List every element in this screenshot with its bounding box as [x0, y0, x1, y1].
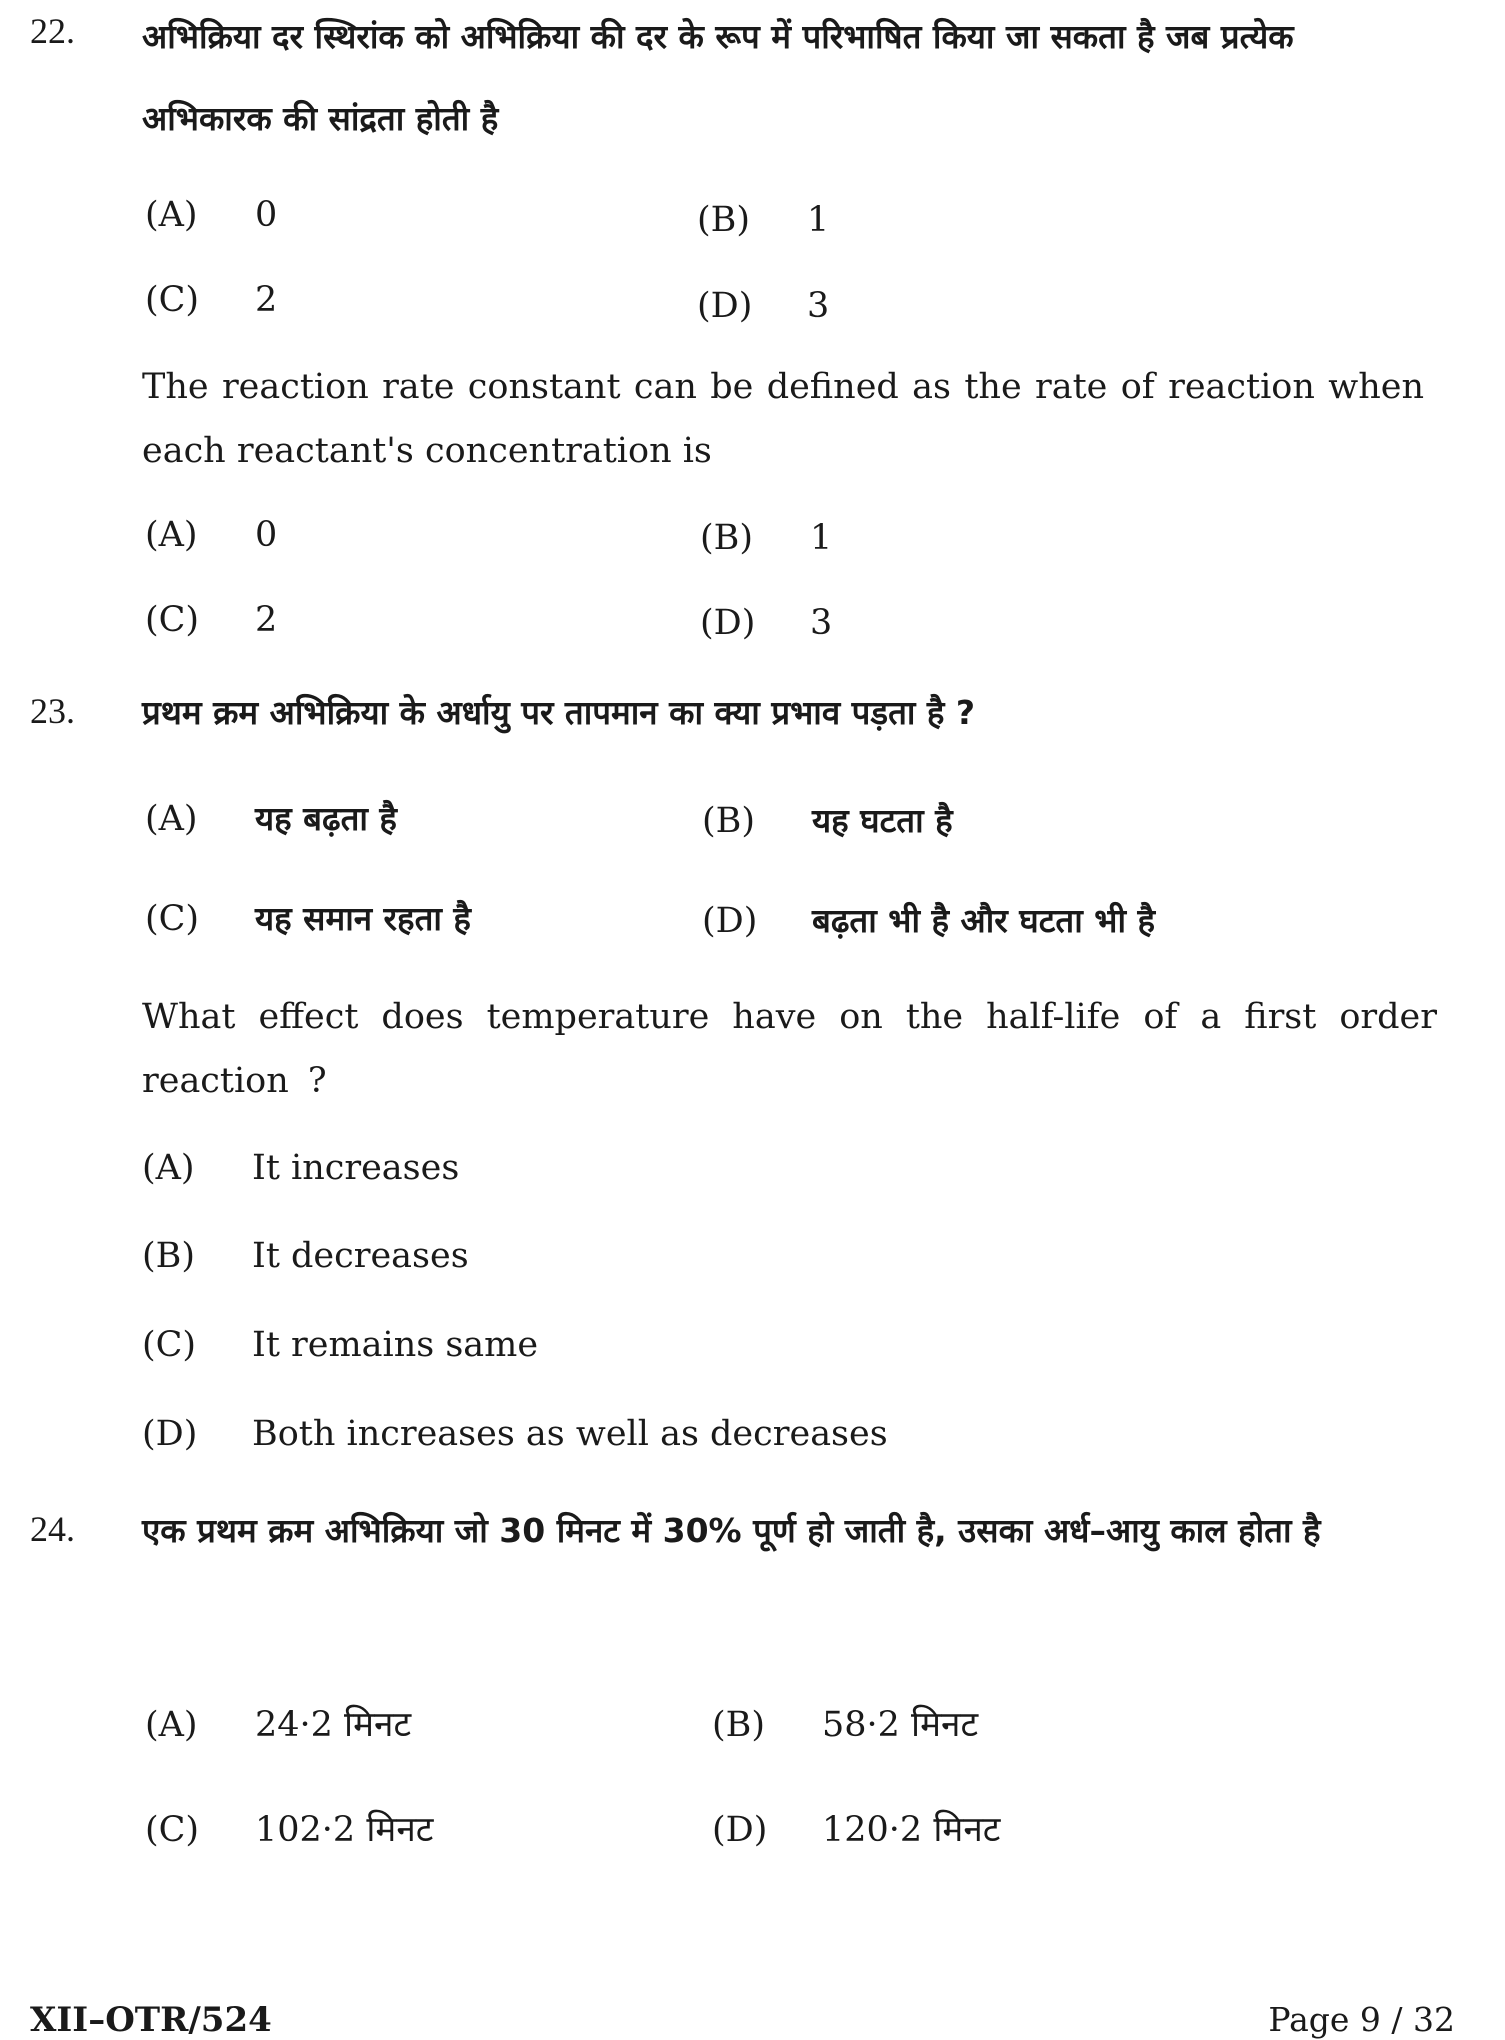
option-label: (A)	[145, 1705, 198, 1745]
question-stem-english: The reaction rate constant can be defined as the rate of reaction when each reactant's concentration is	[142, 367, 1424, 471]
option	[700, 518, 832, 558]
option-value: 120·2 मिनट	[822, 1810, 1001, 1850]
option-value: 3	[810, 603, 833, 643]
question-number: 24.	[30, 1509, 75, 1549]
option	[142, 1325, 538, 1365]
option	[712, 1805, 1000, 1852]
option	[145, 1700, 411, 1747]
option-label: (B)	[142, 1236, 196, 1276]
option-label: (D)	[697, 286, 753, 326]
option-label: (D)	[712, 1810, 768, 1850]
option-label: (C)	[145, 1810, 200, 1850]
question-stem-english: What effect does temperature have on the half-life of a first order reaction ?	[142, 997, 1437, 1101]
option-label: (A)	[142, 1148, 195, 1188]
option	[145, 280, 277, 320]
option	[142, 1236, 469, 1276]
option-value: 1	[810, 518, 833, 558]
option	[700, 603, 832, 643]
option	[145, 195, 277, 235]
option	[145, 515, 277, 555]
option-label: (A)	[145, 195, 198, 235]
option-label: (D)	[700, 603, 756, 643]
option	[702, 797, 953, 842]
option	[702, 897, 1155, 942]
option-value: It remains same	[252, 1325, 539, 1365]
question-stem-hindi: प्रथम क्रम अभिक्रिया के अर्धायु पर तापमान का क्या प्रभाव पड़ता है ?	[142, 693, 976, 732]
option-value: 2	[255, 280, 278, 320]
option-label: (D)	[142, 1414, 198, 1454]
option-label: (C)	[145, 899, 200, 939]
option-value: यह बढ़ता है	[255, 799, 397, 838]
option	[145, 895, 471, 940]
option-label: (B)	[702, 801, 756, 841]
option-label: (B)	[712, 1705, 766, 1745]
option-value: यह समान रहता है	[255, 899, 471, 938]
option-value: Both increases as well as decreases	[252, 1414, 888, 1454]
option-value: 58·2 मिनट	[822, 1705, 979, 1745]
option-value: 102·2 मिनट	[255, 1810, 434, 1850]
option-label: (C)	[145, 280, 200, 320]
question-number: 23.	[30, 691, 75, 731]
option-label: (B)	[697, 200, 751, 240]
option	[697, 286, 829, 326]
question-stem-hindi: एक प्रथम क्रम अभिक्रिया जो 30 मिनट में 30% पूर्ण हो जाती है, उसका अर्ध–आयु काल होता है	[142, 1511, 1321, 1550]
option	[145, 600, 277, 640]
option-value: 2	[255, 600, 278, 640]
option-value: 24·2 मिनट	[255, 1705, 412, 1745]
option-value: बढ़ता भी है और घटता भी है	[812, 901, 1155, 940]
option-label: (D)	[702, 901, 758, 941]
page-number: Page 9 / 32	[1268, 2000, 1455, 2039]
option	[142, 1414, 888, 1454]
question-stem-hindi: अभिक्रिया दर स्थिरांक को अभिक्रिया की दर के रूप में परिभाषित किया जा सकता है जब प्रत्येक अभिकारक की सांद्रता होती है	[142, 17, 1294, 138]
option-value: यह घटता है	[812, 801, 953, 840]
option-label: (A)	[145, 799, 198, 839]
option	[142, 1148, 459, 1188]
option-value: It increases	[252, 1148, 460, 1188]
option-label: (A)	[145, 515, 198, 555]
option	[697, 200, 829, 240]
option-label: (C)	[145, 600, 200, 640]
option-value: 0	[255, 195, 278, 235]
option	[145, 1805, 433, 1852]
option	[712, 1700, 978, 1747]
option-label: (C)	[142, 1325, 197, 1365]
option-value: It decreases	[252, 1236, 469, 1276]
paper-code: XII–OTR/524	[30, 2000, 272, 2040]
option	[145, 795, 397, 840]
question-number: 22.	[30, 11, 75, 51]
option-value: 0	[255, 515, 278, 555]
option-value: 3	[807, 286, 830, 326]
option-label: (B)	[700, 518, 754, 558]
option-value: 1	[807, 200, 830, 240]
